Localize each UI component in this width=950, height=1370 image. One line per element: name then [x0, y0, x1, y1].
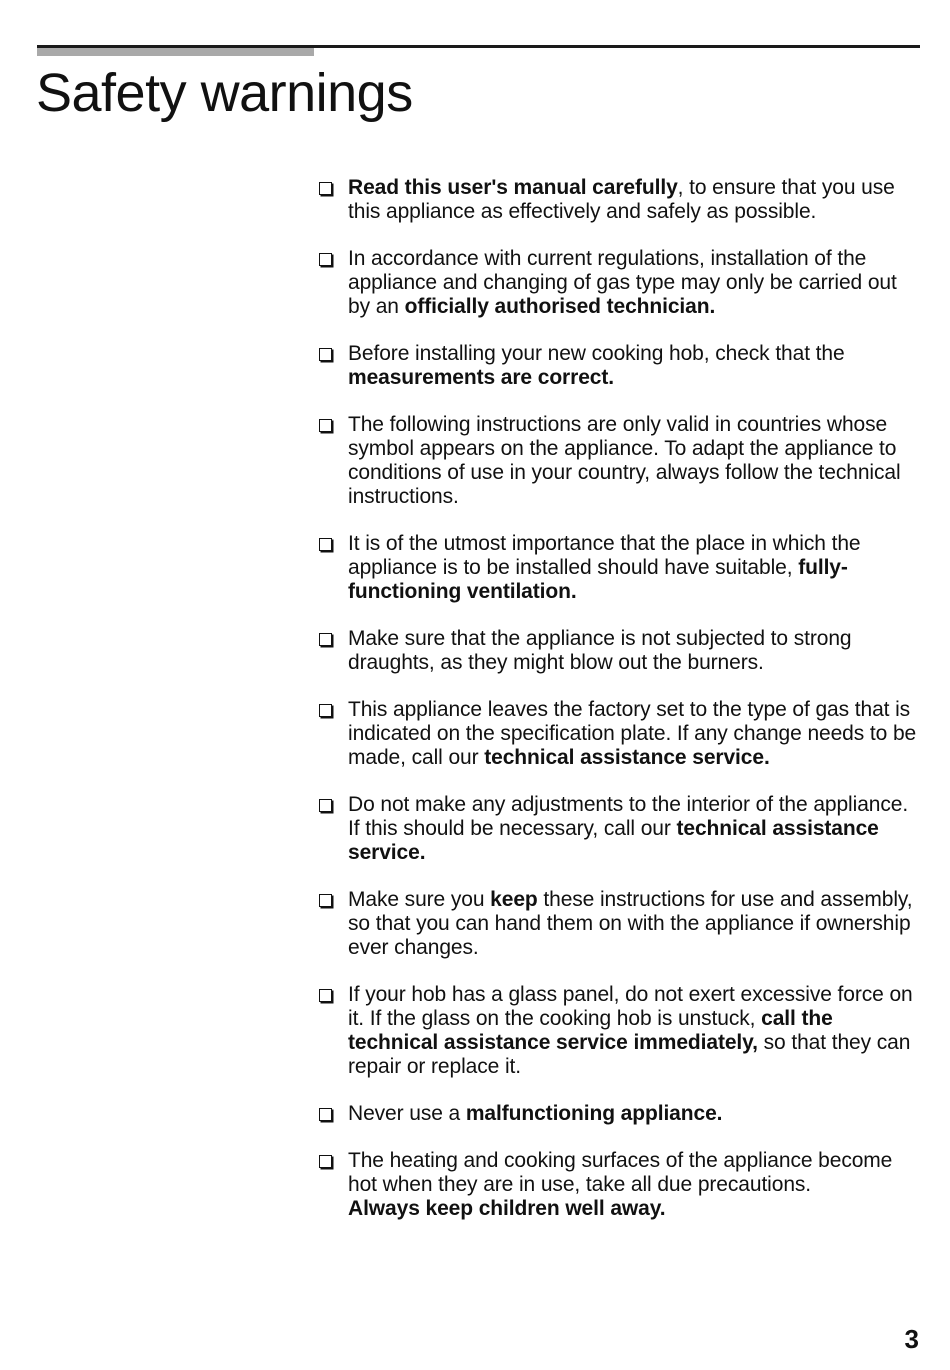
checkbox-bullet-icon [319, 538, 332, 551]
warning-item [316, 342, 922, 390]
warning-item [316, 983, 922, 1079]
checkbox-bullet-icon [319, 989, 332, 1002]
checkbox-bullet-icon [319, 1108, 332, 1121]
warning-emphasis: call the technical assistance service immediately, [348, 1007, 833, 1054]
page-title: Safety warnings [36, 63, 413, 123]
warning-emphasis: technical assistance service. [348, 817, 879, 864]
warning-segment: The following instructions are only valid in countries whose symbol appears on the appliance. To adapt the appliance to conditions of use in your country, always follow the technical instructions. [348, 413, 901, 508]
checkbox-bullet-icon [319, 704, 332, 717]
warning-text [348, 627, 851, 674]
warning-item [316, 413, 922, 509]
warning-text [348, 983, 913, 1078]
warning-item [316, 627, 922, 675]
page-number: 3 [904, 1324, 919, 1354]
warning-text [348, 698, 916, 769]
checkbox-bullet-icon [319, 633, 332, 646]
warning-text [348, 888, 913, 959]
warning-segment: Do not make any adjustments to the interior of the appliance. If this should be necessary, call our [348, 793, 909, 840]
warning-item [316, 888, 922, 960]
warning-item [316, 247, 922, 319]
warning-emphasis: Always keep children well away. [348, 1197, 666, 1220]
warning-text [348, 176, 895, 223]
checkbox-bullet-icon [319, 348, 332, 361]
warning-segment: Make sure that the appliance is not subjected to strong draughts, as they might blow out the burners. [348, 627, 852, 674]
warning-segment: This appliance leaves the factory set to the type of gas that is indicated on the specification plate. If any change needs to be made, call our [348, 698, 917, 769]
warning-emphasis: malfunctioning appliance. [465, 1102, 723, 1125]
warning-item [316, 176, 922, 224]
warning-emphasis: Read this user's manual carefully [348, 176, 678, 199]
warning-segment: so that they can repair or replace it. [348, 1031, 911, 1078]
warning-segment: Never use a [348, 1102, 466, 1125]
checkbox-bullet-icon [319, 1155, 332, 1168]
warning-item [316, 1102, 922, 1126]
warning-segment: Before installing your new cooking hob, check that the [348, 342, 845, 365]
warning-segment: It is of the utmost importance that the place in which the appliance is to be installed should have suitable, [348, 532, 861, 579]
warning-emphasis: keep [490, 888, 538, 911]
checkbox-bullet-icon [319, 799, 332, 812]
warning-text [348, 342, 845, 389]
warning-segment: In accordance with current regulations, installation of the appliance and changing of gas type may only be carried out by an [348, 247, 897, 318]
safety-warnings-list [316, 176, 922, 1244]
checkbox-bullet-icon [319, 894, 332, 907]
warning-emphasis: officially authorised technician. [404, 295, 716, 318]
checkbox-bullet-icon [319, 253, 332, 266]
warning-text [348, 1149, 892, 1220]
header-accent-bar [37, 48, 314, 56]
warning-segment: Make sure you [348, 888, 491, 911]
warning-item [316, 793, 922, 865]
warning-text [348, 247, 897, 318]
checkbox-bullet-icon [319, 419, 332, 432]
warning-segment: The heating and cooking surfaces of the appliance become hot when they are in use, take all due precautions. [348, 1149, 893, 1196]
warning-text [348, 1102, 722, 1125]
warning-text [348, 532, 860, 603]
warning-emphasis: technical assistance service. [484, 746, 770, 769]
warning-emphasis: fully-functioning ventilation. [348, 556, 848, 603]
warning-item [316, 698, 922, 770]
warning-item [316, 532, 922, 604]
checkbox-bullet-icon [319, 182, 332, 195]
warning-item [316, 1149, 922, 1221]
warning-segment: these instructions for use and assembly, so that you can hand them on with the appliance if ownership ever changes. [348, 888, 913, 959]
warning-segment: If your hob has a glass panel, do not exert excessive force on it. If the glass on the cooking hob is unstuck, [348, 983, 913, 1030]
warning-text [348, 793, 908, 864]
warning-segment: , to ensure that you use this appliance as effectively and safely as possible. [348, 176, 895, 223]
warning-text [348, 413, 901, 508]
warning-emphasis: measurements are correct. [348, 366, 614, 389]
